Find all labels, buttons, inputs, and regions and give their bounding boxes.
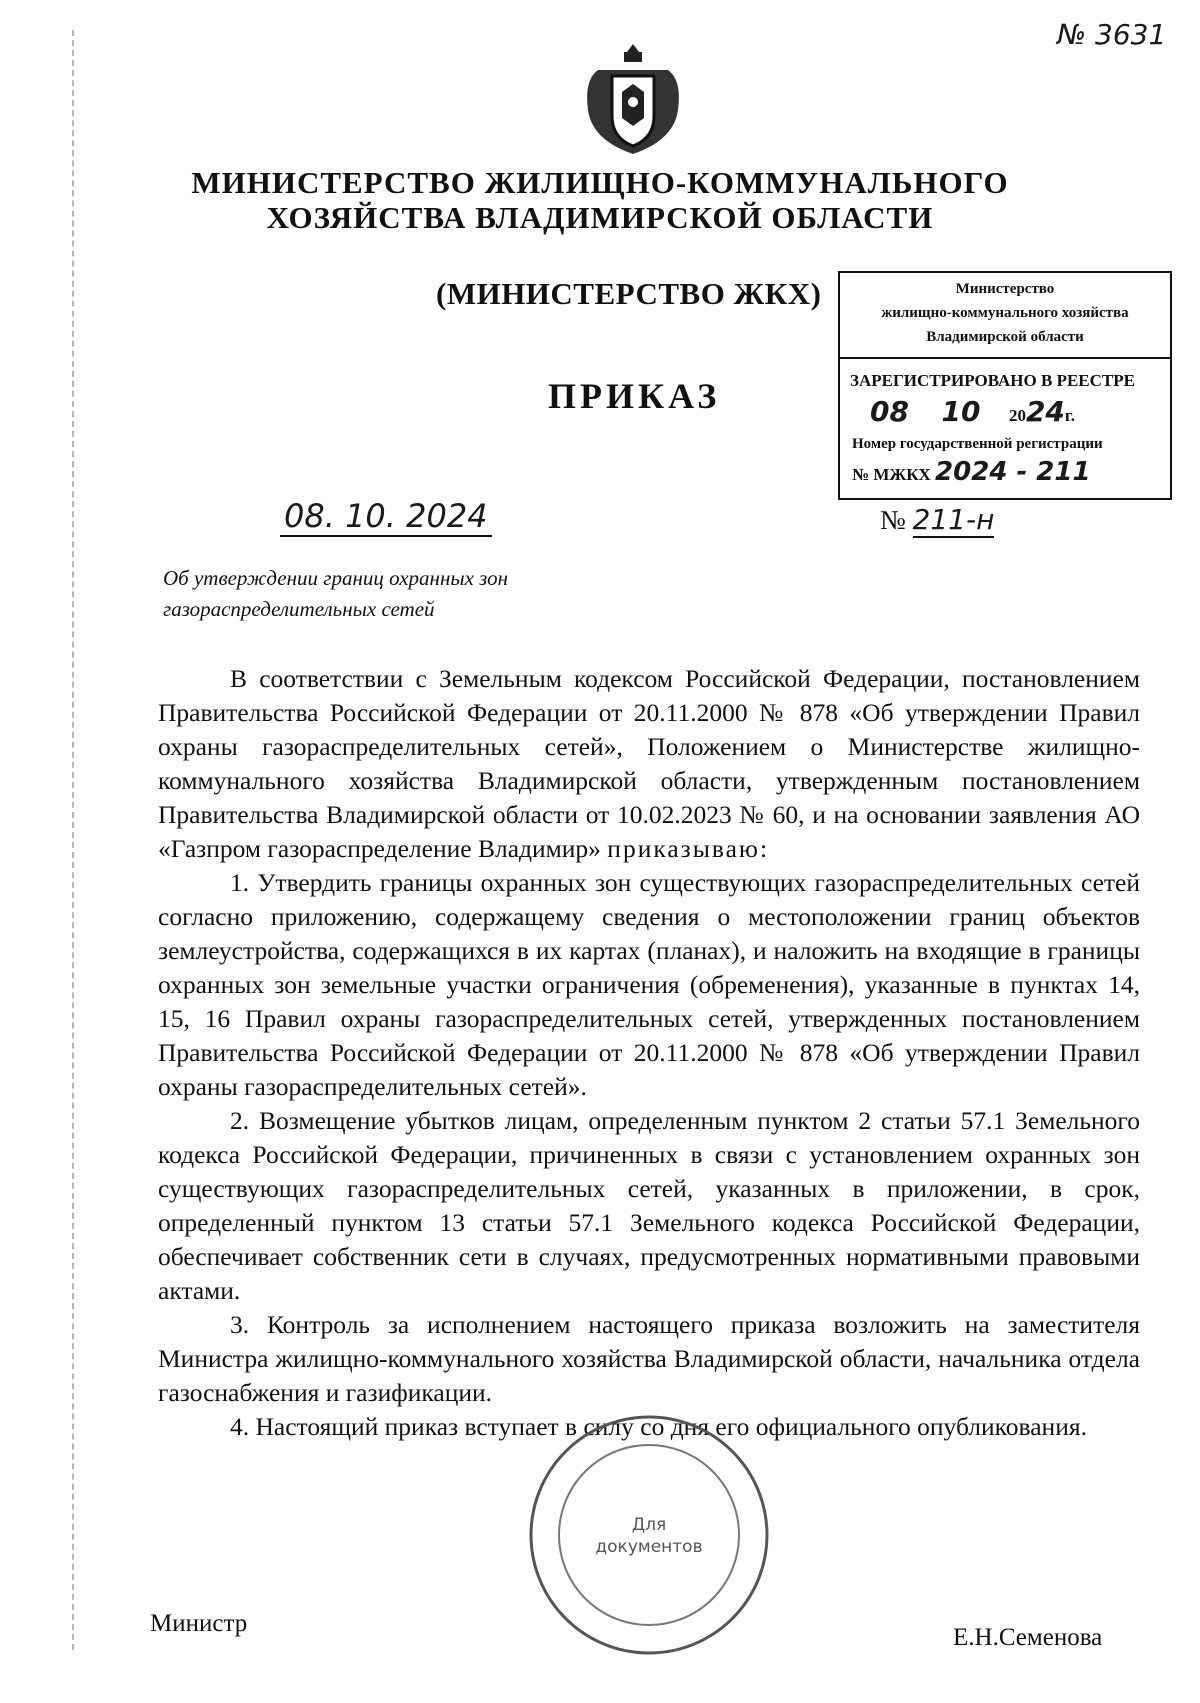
signer-name: Е.Н.Семенова bbox=[953, 1624, 1103, 1651]
registration-org-line2: жилищно-коммунального хозяйства bbox=[881, 305, 1129, 321]
order-word: приказываю: bbox=[607, 834, 770, 863]
coat-of-arms-icon bbox=[578, 40, 688, 158]
registration-number-prefix: № МЖКХ bbox=[852, 465, 931, 484]
registration-month: 10 bbox=[941, 395, 981, 428]
order-subject-line2: газораспределительных сетей bbox=[163, 597, 435, 621]
ministry-name-line2: ХОЗЯЙСТВА ВЛАДИМИРСКОЙ ОБЛАСТИ bbox=[266, 200, 934, 235]
registration-number-value: 2024 - 211 bbox=[935, 457, 1091, 487]
seal-center-line1: Для bbox=[631, 1515, 667, 1535]
ministry-name-line1: МИНИСТЕРСТВО ЖИЛИЩНО-КОММУНАЛЬНОГО bbox=[191, 165, 1009, 200]
registered-label: ЗАРЕГИСТРИРОВАНО В РЕЕСТРЕ bbox=[850, 371, 1135, 390]
seal-center-line2: документов bbox=[595, 1537, 703, 1557]
order-item-4: 4. Настоящий приказ вступает в силу со дня его официального опубликования. bbox=[230, 1412, 1087, 1441]
document-type-title: ПРИКАЗ bbox=[548, 376, 721, 416]
order-number bbox=[880, 503, 994, 536]
registration-year-prefix: 20 bbox=[1008, 406, 1026, 425]
preamble-text: В соответствии с Земельным кодексом Российской Федерации, постановлением Правительства Российской Федерации от 20.11.2000 № 878 «Об утверждении Правил охраны газораспределительных сетей», Положением о Министерстве жилищно-коммунального хозяйства Владимирской области, утвержденным постановлением Правительства Владимирской области от 10.02.2023 № 60, и на основании заявления АО «Газпром газораспределение Владимир» bbox=[158, 664, 1140, 863]
order-number-prefix: № bbox=[880, 505, 906, 535]
corner-handwritten-mark: № 3631 bbox=[1057, 18, 1167, 51]
order-number-value: 211-н bbox=[912, 503, 995, 536]
scan-edge-line bbox=[72, 30, 74, 1650]
ministry-short-name: (МИНИСТЕРСТВО ЖКХ) bbox=[436, 276, 822, 311]
registration-date bbox=[870, 395, 1075, 428]
preamble-paragraph bbox=[158, 662, 1140, 866]
registration-org-line3: Владимирской области bbox=[926, 329, 1084, 345]
order-item-2: 2. Возмещение убытков лицам, определенным пунктом 2 статьи 57.1 Земельного кодекса Российской Федерации, причиненных в связи с установлением охранных зон существующих газораспределительных сетей, указанных в приложении, в срок, определенный пунктом 13 статьи 57.1 Земельного кодекса Российской Федерации, обеспечивает собственник сети в случаях, предусмотренных нормативными правовыми актами. bbox=[158, 1106, 1140, 1305]
order-subject bbox=[163, 563, 663, 625]
order-item-1: 1. Утвердить границы охранных зон существующих газораспределительных сетей согласно приложению, содержащему сведения о местоположении границ объектов землеустройства, содержащихся в их картах (планах), и наложить на входящие в границы охранных зон земельные участки ограничения (обременения), указанные в пунктах 14, 15, 16 Правил охраны газораспределительных сетей, утвержденных постановлением Правительства Российской Федерации от 20.11.2000 № 878 «Об утверждении Правил охраны газораспределительных сетей». bbox=[158, 868, 1140, 1101]
signer-position: Министр bbox=[150, 1610, 248, 1637]
registration-stamp bbox=[838, 271, 1172, 500]
registration-org bbox=[840, 273, 1170, 359]
registration-number-label: Номер государственной регистрации bbox=[852, 436, 1103, 452]
registration-day: 08 bbox=[870, 395, 909, 428]
registration-year-suffix: 24 bbox=[1025, 395, 1065, 428]
registration-org-line1: Министерство bbox=[955, 281, 1055, 297]
order-body bbox=[158, 662, 1140, 1444]
registration-year-end: г. bbox=[1064, 406, 1075, 425]
order-item-3: 3. Контроль за исполнением настоящего приказа возложить на заместителя Министра жилищно-коммунального хозяйства Владимирской области, начальника отдела газоснабжения и газификации. bbox=[158, 1310, 1140, 1407]
registration-number bbox=[852, 457, 1091, 487]
official-seal bbox=[524, 1410, 774, 1660]
order-subject-line1: Об утверждении границ охранных зон bbox=[163, 566, 509, 590]
order-date: 08. 10. 2024 bbox=[280, 497, 492, 537]
